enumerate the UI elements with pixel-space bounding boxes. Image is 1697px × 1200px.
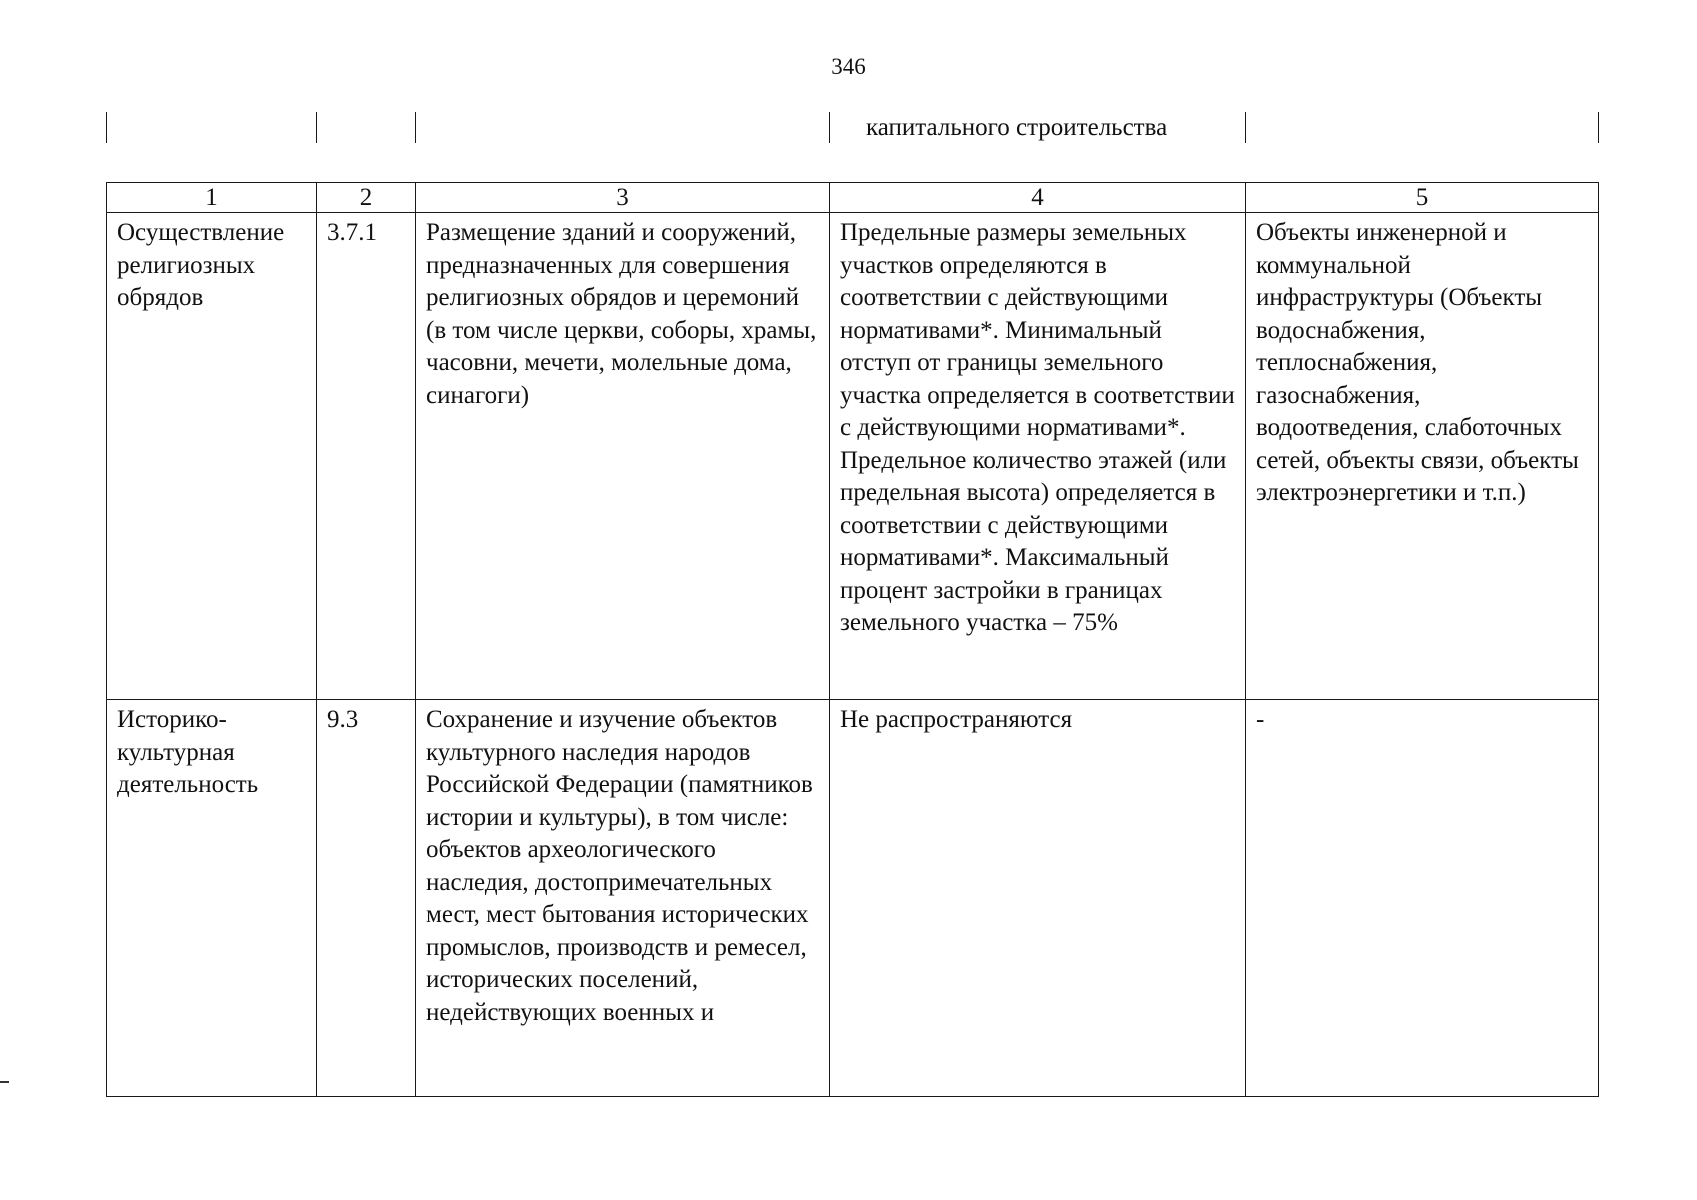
column-number: 2 <box>317 183 416 213</box>
column-number: 3 <box>416 183 830 213</box>
continuation-table <box>106 112 1599 143</box>
continuation-cell-5 <box>1246 112 1599 143</box>
land-use-code: 9.3 <box>317 700 416 1097</box>
table-row <box>107 213 1599 700</box>
land-use-description: Размещение зданий и сооружений, предназначенных для совершения религиозных обрядов и церемоний (в том числе церкви, соборы, храмы, часовни, мечети, молельные дома, синагоги) <box>416 213 830 700</box>
continuation-row <box>107 112 1599 143</box>
land-use-name: Осуществление религиозных обрядов <box>107 213 317 700</box>
land-use-table <box>106 182 1599 1097</box>
continuation-cell-3 <box>416 112 830 143</box>
land-use-auxiliary: Объекты инженерной и коммунальной инфраструктуры (Объекты водоснабжения, теплоснабжения, газоснабжения, водоотведения, слаботочных сетей, объекты связи, объекты электроэнергетики и т.п.) <box>1246 213 1599 700</box>
land-use-name: Историко-культурная деятельность <box>107 700 317 1097</box>
margin-mark <box>0 1081 9 1083</box>
land-use-parameters: Не распространяются <box>830 700 1246 1097</box>
continuation-text: капитального строительства <box>866 114 1168 141</box>
table-row <box>107 700 1599 1097</box>
page-number: 346 <box>831 54 866 79</box>
land-use-description: Сохранение и изучение объектов культурного наследия народов Российской Федерации (памятников истории и культуры), в том числе: объектов археологического наследия, достопримечательных мест, мест бытования исторических промыслов, производств и ремесел, исторических поселений, недействующих военных и <box>416 700 830 1097</box>
column-number: 1 <box>107 183 317 213</box>
continuation-cell-1 <box>107 112 317 143</box>
land-use-auxiliary: - <box>1246 700 1599 1097</box>
column-number: 4 <box>830 183 1246 213</box>
land-use-parameters: Предельные размеры земельных участков определяются в соответствии с действующими нормативами*. Минимальный отступ от границы земельного участка определяется в соответствии с действующими нормативами*. Предельное количество этажей (или предельная высота) определяется в соответствии с действующими нормативами*. Максимальный процент застройки в границах земельного участка – 75% <box>830 213 1246 700</box>
column-number-row <box>107 183 1599 213</box>
land-use-code: 3.7.1 <box>317 213 416 700</box>
continuation-cell-2 <box>317 112 416 143</box>
continuation-cell-4 <box>830 112 1246 143</box>
column-number: 5 <box>1246 183 1599 213</box>
